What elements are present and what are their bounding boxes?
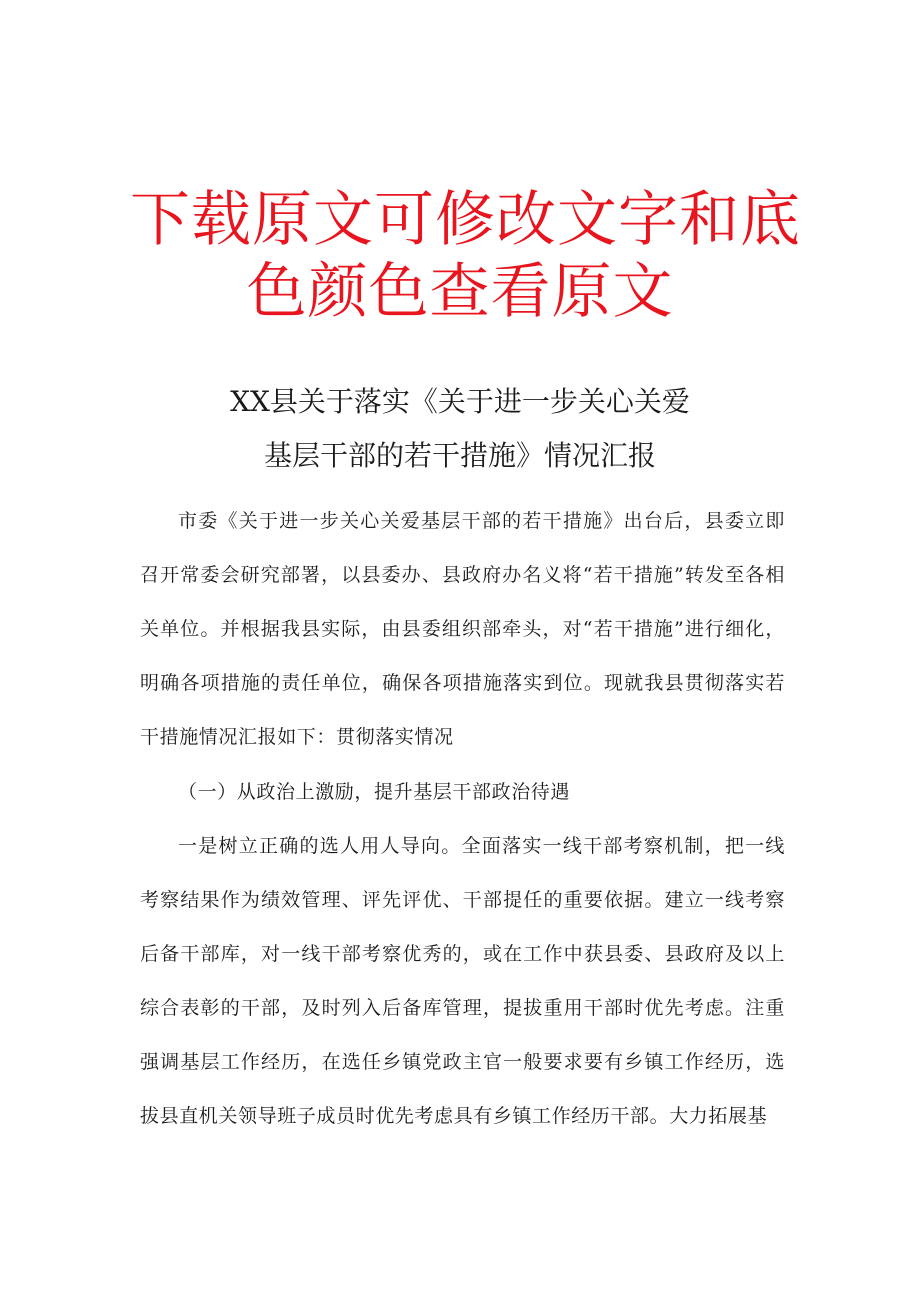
report-title-line-2: 基层干部的若干措施》情况汇报 <box>263 439 656 472</box>
report-title-line-1: XX县关于落实《关于进一步关心关爱 <box>230 385 690 418</box>
banner-line-2: 色颜色查看原文 <box>246 257 674 327</box>
section-heading-1: （一）从政治上激励，提升基层干部政治待遇 <box>178 781 571 803</box>
banner-line-1: 下载原文可修改文字和底 <box>130 185 801 255</box>
intro-paragraph: 市委《关于进一步关心关爱基层干部的若干措施》出台后，县委立即召开常委会研究部署，以县委办、县政府办名义将“若干措施”转发至各相关单位。并根据我县实际，由县委组织部牵头，对“若干措施”进行细化，明确各项措施的责任单位，确保各项措施落实到位。现就我县贯彻落实若干措施情况汇报如下：贯彻落实情况 <box>140 510 785 748</box>
body-paragraph-1: 一是树立正确的选人用人导向。全面落实一线干部考察机制，把一线考察结果作为绩效管理、评先评优、干部提任的重要依据。建立一线考察后备干部库，对一线干部考察优秀的，或在工作中获县委、县政府及以上综合表彰的干部，及时列入后备库管理，提拔重用干部时优先考虑。注重强调基层工作经历，在选任乡镇党政主官一般要求要有乡镇工作经历，选拔县直机关领导班子成员时优先考虑具有乡镇工作经历干部。大力拓展基 <box>140 835 785 1127</box>
